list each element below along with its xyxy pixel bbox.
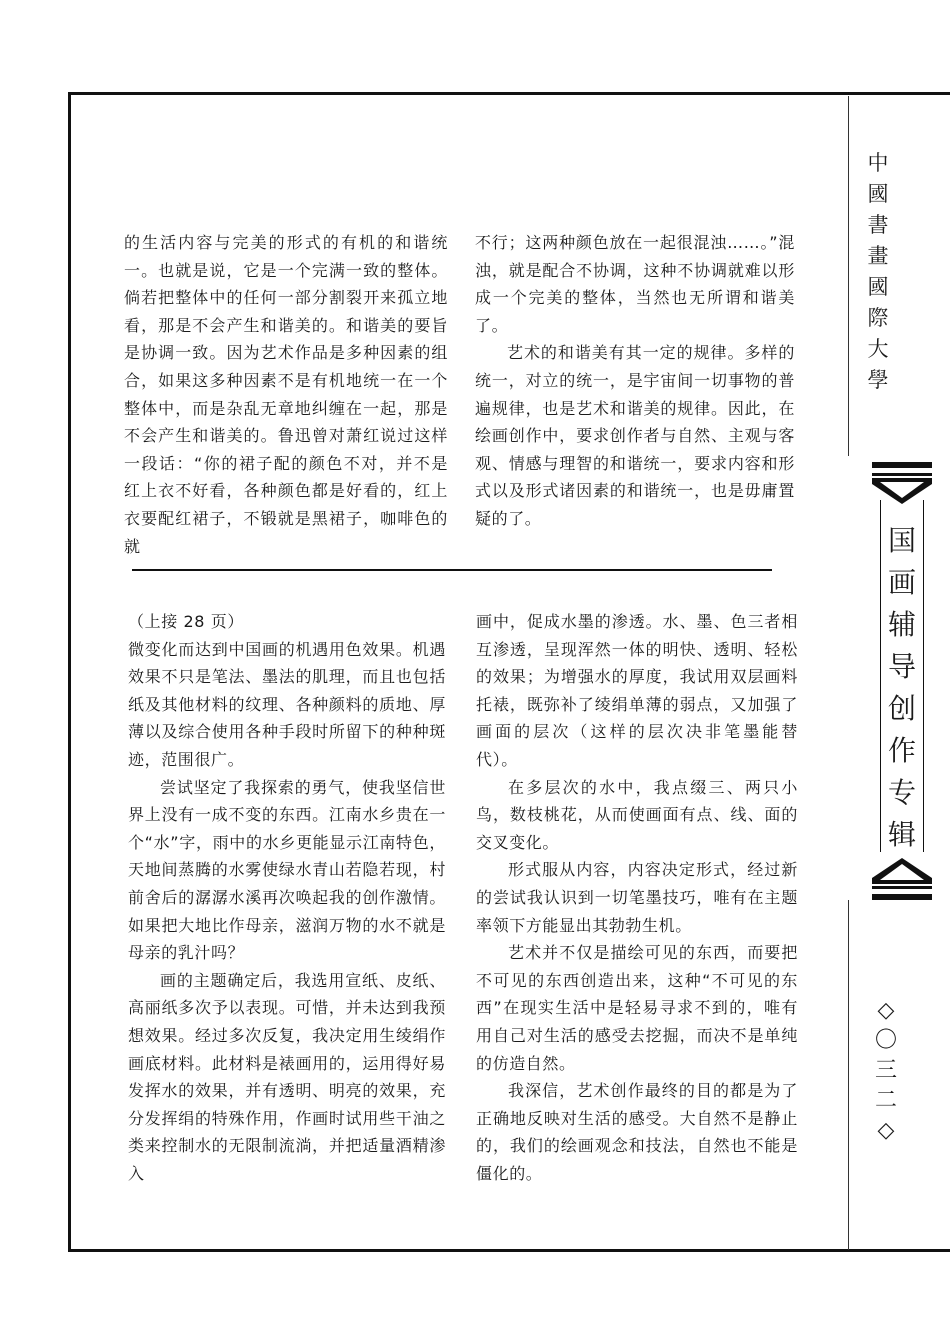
title-char: 畫	[867, 244, 889, 268]
title-char: 國	[867, 275, 889, 299]
section-char: 专	[887, 776, 916, 809]
paragraph: 艺术并不仅是描绘可见的东西，而要把不可见的东西创造出来，这种“不可见的东西”在现实生活中是轻易寻求不到的，唯有用自己对生活的感受去挖掘，而决不是单纯的仿造自然。	[476, 943, 798, 1073]
paragraph: 不行；这两种颜色放在一起很混浊……。”混浊，就是配合不协调，这种不协调就难以形成一个完美的整体，当然也无所谓和谐美了。	[475, 233, 795, 335]
title-char: 際	[867, 306, 889, 330]
sidebar-rule-bottom	[848, 900, 849, 1250]
paragraph: 我深信，艺术创作最终的目的都是为了正确地反映对生活的感受。大自然不是静止的，我们的绘画观念和技法，自然也不能是僵化的。	[476, 1081, 798, 1183]
section-char: 国	[887, 524, 916, 557]
paragraph: 微变化而达到中国画的机遇用色效果。机遇效果不只是笔法、墨法的肌理，而且也包括纸及其他材料的纹理、各种颜料的质地、厚薄以及综合使用各种手段时所留下的种种斑迹，范围很广。	[128, 639, 446, 769]
ornament-bar	[872, 886, 932, 889]
section-char: 辑	[887, 818, 916, 851]
page-char: 三	[874, 1058, 897, 1083]
section-char: 创	[887, 692, 916, 725]
section-char: 辅	[887, 608, 916, 641]
paragraph: 画中，促成水墨的渗透。水、墨、色三者相互渗透，呈现浑然一体的明快、透明、轻松的效果；为增强水的厚度，我试用双层画料托裱，既弥补了绫绢单薄的弱点，又加强了画面的层次（这样的层次决非笔墨能替代）。	[476, 612, 798, 769]
continued-note: （上接 28 页）	[128, 612, 244, 631]
page-char: ◇	[877, 1118, 895, 1143]
title-char: 書	[867, 213, 889, 237]
paragraph: 形式服从内容，内容决定形式，经过新的尝试我认识到一切笔墨技巧，唯有在主题率领下方能显出其勃勃生机。	[476, 860, 798, 935]
page-char: ◇	[877, 998, 895, 1023]
title-char: 大	[867, 337, 889, 361]
section-divider	[132, 569, 772, 571]
paragraph: 尝试坚定了我探索的勇气，使我坚信世界上没有一成不变的东西。江南水乡贵在一个“水”字，雨中的水乡更能显示江南特色，天地间蒸腾的水雾使绿水青山若隐若现，村前舍后的潺潺水溪再次唤起我的创作激情。如果把大地比作母亲，滋润万物的水不就是母亲的乳汁吗？	[128, 777, 446, 963]
sidebar-rule-top	[848, 96, 849, 456]
title-char: 國	[867, 182, 889, 206]
ornament-bar	[872, 894, 932, 900]
paragraph: 画的主题确定后，我选用宣纸、皮纸、高丽纸多次予以表现。可惜，并未达到我预想效果。经过多次反复，我决定用生绫绢作画底材料。此材料是裱画用的，运用得好易发挥水的效果，并有透明、明亮的效果，充分发挥绢的特殊作用，作画时试用些干油之类来控制水的无限制流淌，并把适量酒精渗入	[128, 970, 446, 1183]
title-char: 中	[867, 151, 889, 175]
section-char: 画	[887, 566, 916, 599]
article-top-right-column	[475, 229, 795, 533]
title-char: 學	[867, 368, 889, 392]
paragraph: 在多层次的水中，我点缀三、两只小鸟，数枝桃花，从而使画面有点、线、面的交叉变化。	[476, 777, 798, 852]
page-char: 二	[874, 1088, 897, 1113]
ornament-bar	[872, 473, 932, 476]
ornament-chevron-bottom	[872, 856, 932, 884]
page-char: 〇	[874, 1028, 897, 1053]
article-bottom-left-column	[128, 608, 446, 1187]
publication-title-vertical	[858, 148, 898, 396]
section-char: 作	[887, 734, 916, 767]
section-title-vertical	[880, 520, 924, 856]
page-number-vertical	[866, 996, 906, 1146]
article-top-left-column	[124, 229, 448, 560]
paragraph: 艺术的和谐美有其一定的规律。多样的统一，对立的统一，是宇宙间一切事物的普遍规律，也是艺术和谐美的规律。因此，在绘画创作中，要求创作者与自然、主观与客观、情感与理智的和谐统一，要求内容和形式以及形式诸因素的和谐统一，也是毋庸置疑的了。	[475, 343, 795, 528]
article-bottom-right-column	[476, 608, 798, 1187]
paragraph: 的生活内容与完美的形式的有机的和谐统一。也就是说，它是一个完满一致的整体。倘若把整体中的任何一部分割裂开来孤立地看，那是不会产生和谐美的。和谐美的要旨是协调一致。因为艺术作品是多种因素的组合，如果这多种因素不是有机地统一在一个整体中，而是杂乱无章地纠缠在一起，那是不会产生和谐美的。鲁迅曾对萧红说过这样一段话：“你的裙子配的颜色不对，并不是红上衣不好看，各种颜色都是好看的，红上衣要配红裙子，不锻就是黑裙子，咖啡色的就	[124, 233, 448, 556]
section-char: 导	[887, 650, 916, 683]
ornament-bar	[872, 462, 932, 468]
